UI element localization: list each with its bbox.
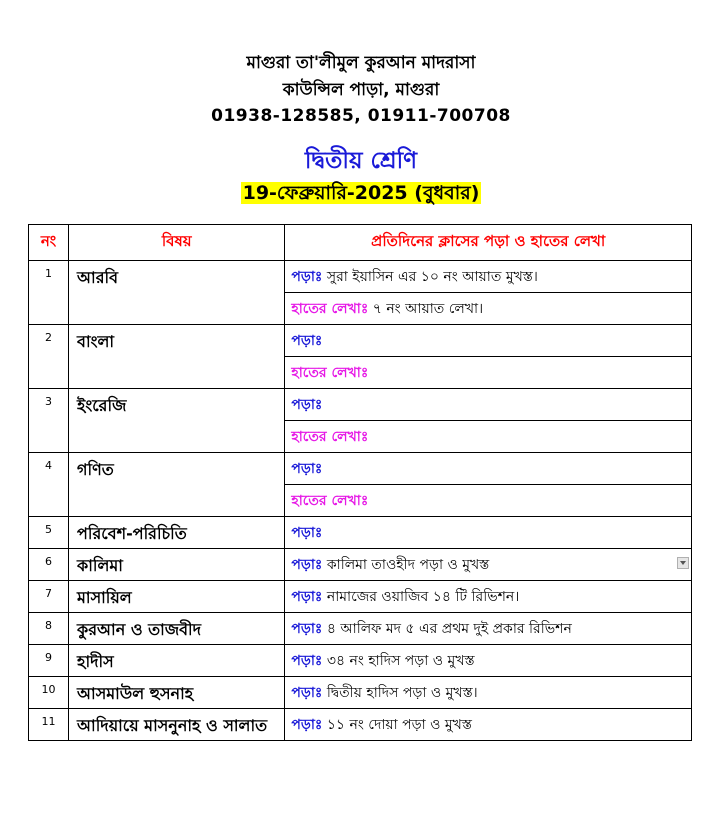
subject-name: হাদীস xyxy=(69,645,285,677)
reading-label: পড়াঃ xyxy=(291,652,323,669)
reading-task xyxy=(285,677,692,709)
reading-text: দ্বিতীয় হাদিস পড়া ও মুখস্ত। xyxy=(326,684,478,701)
subject-name: বাংলা xyxy=(69,325,285,389)
reading-label: পড়াঃ xyxy=(291,268,323,285)
reading-task xyxy=(285,261,692,293)
subject-name: গণিত xyxy=(69,453,285,517)
writing-label: হাতের লেখাঃ xyxy=(291,364,369,381)
reading-task xyxy=(285,549,692,581)
school-address: কাউন্সিল পাড়া, মাগুরা xyxy=(282,80,440,100)
reading-task xyxy=(285,325,692,357)
reading-label: পড়াঃ xyxy=(291,620,323,637)
writing-task xyxy=(285,293,692,325)
header-subject: বিষয় xyxy=(69,225,285,261)
row-number: 6 xyxy=(29,549,69,581)
reading-task xyxy=(285,645,692,677)
reading-text: ১১ নং দোয়া পড়া ও মুখস্ত xyxy=(326,716,472,733)
subject-name: ইংরেজি xyxy=(69,389,285,453)
subject-name: আরবি xyxy=(69,261,285,325)
table-row xyxy=(29,389,692,421)
table-row xyxy=(29,549,692,581)
date-line xyxy=(0,179,722,211)
row-number: 9 xyxy=(29,645,69,677)
date-highlight: 19-ফেব্রুয়ারি-2025 (বুধবার) xyxy=(242,182,480,204)
reading-task xyxy=(285,517,692,549)
table-row xyxy=(29,645,692,677)
writing-task xyxy=(285,357,692,389)
reading-text: কালিমা তাওহীদ পড়া ও মুখস্ত xyxy=(326,556,490,573)
reading-text: সুরা ইয়াসিন এর ১০ নং আয়াত মুখস্ত। xyxy=(326,268,538,285)
table-header-row xyxy=(29,225,692,261)
writing-task xyxy=(285,485,692,517)
reading-label: পড়াঃ xyxy=(291,524,323,541)
reading-task xyxy=(285,709,692,741)
class-routine-table xyxy=(28,224,692,741)
table-row xyxy=(29,677,692,709)
subject-name: কুরআন ও তাজবীদ xyxy=(69,613,285,645)
reading-label: পড়াঃ xyxy=(291,556,323,573)
reading-text: ৪ আলিফ মদ ৫ এর প্রথম দুই প্রকার রিভিশন xyxy=(326,620,572,637)
table-row xyxy=(29,709,692,741)
writing-label: হাতের লেখাঃ xyxy=(291,492,369,509)
table-row xyxy=(29,453,692,485)
header-details: প্রতিদিনের ক্লাসের পড়া ও হাতের লেখা xyxy=(285,225,692,261)
writing-task xyxy=(285,421,692,453)
reading-task xyxy=(285,581,692,613)
reading-task xyxy=(285,389,692,421)
table-row xyxy=(29,613,692,645)
row-number: 2 xyxy=(29,325,69,389)
table-row xyxy=(29,325,692,357)
reading-task xyxy=(285,453,692,485)
row-number: 7 xyxy=(29,581,69,613)
subject-name: কালিমা xyxy=(69,549,285,581)
writing-label: হাতের লেখাঃ xyxy=(291,428,369,445)
school-name: মাগুরা তা'লীমুল কুরআন মাদরাসা xyxy=(246,53,476,73)
reading-text: ৩৪ নং হাদিস পড়া ও মুখস্ত xyxy=(326,652,475,669)
reading-label: পড়াঃ xyxy=(291,332,323,349)
row-number: 1 xyxy=(29,261,69,325)
reading-task xyxy=(285,613,692,645)
reading-label: পড়াঃ xyxy=(291,684,323,701)
subject-name: আসমাউল হুসনাহ xyxy=(69,677,285,709)
table-row xyxy=(29,581,692,613)
row-number: 10 xyxy=(29,677,69,709)
writing-label: হাতের লেখাঃ xyxy=(291,300,369,317)
school-phones: 01938-128585, 01911-700708 xyxy=(211,106,511,126)
subject-name: পরিবেশ-পরিচিতি xyxy=(69,517,285,549)
reading-label: পড়াঃ xyxy=(291,396,323,413)
subject-name: আদিয়ায়ে মাসনুনাহ ও সালাত xyxy=(69,709,285,741)
table-row xyxy=(29,517,692,549)
reading-label: পড়াঃ xyxy=(291,588,323,605)
writing-text: ৭ নং আয়াত লেখা। xyxy=(372,300,484,317)
dropdown-arrow-icon[interactable] xyxy=(677,557,689,569)
header-no: নং xyxy=(29,225,69,261)
reading-label: পড়াঃ xyxy=(291,716,323,733)
reading-label: পড়াঃ xyxy=(291,460,323,477)
row-number: 4 xyxy=(29,453,69,517)
row-number: 8 xyxy=(29,613,69,645)
row-number: 5 xyxy=(29,517,69,549)
subject-name: মাসায়িল xyxy=(69,581,285,613)
class-title: দ্বিতীয় শ্রেণি xyxy=(304,148,418,174)
table-row xyxy=(29,261,692,293)
row-number: 11 xyxy=(29,709,69,741)
reading-text: নামাজের ওয়াজিব ১৪ টি রিভিশন। xyxy=(326,588,520,605)
row-number: 3 xyxy=(29,389,69,453)
